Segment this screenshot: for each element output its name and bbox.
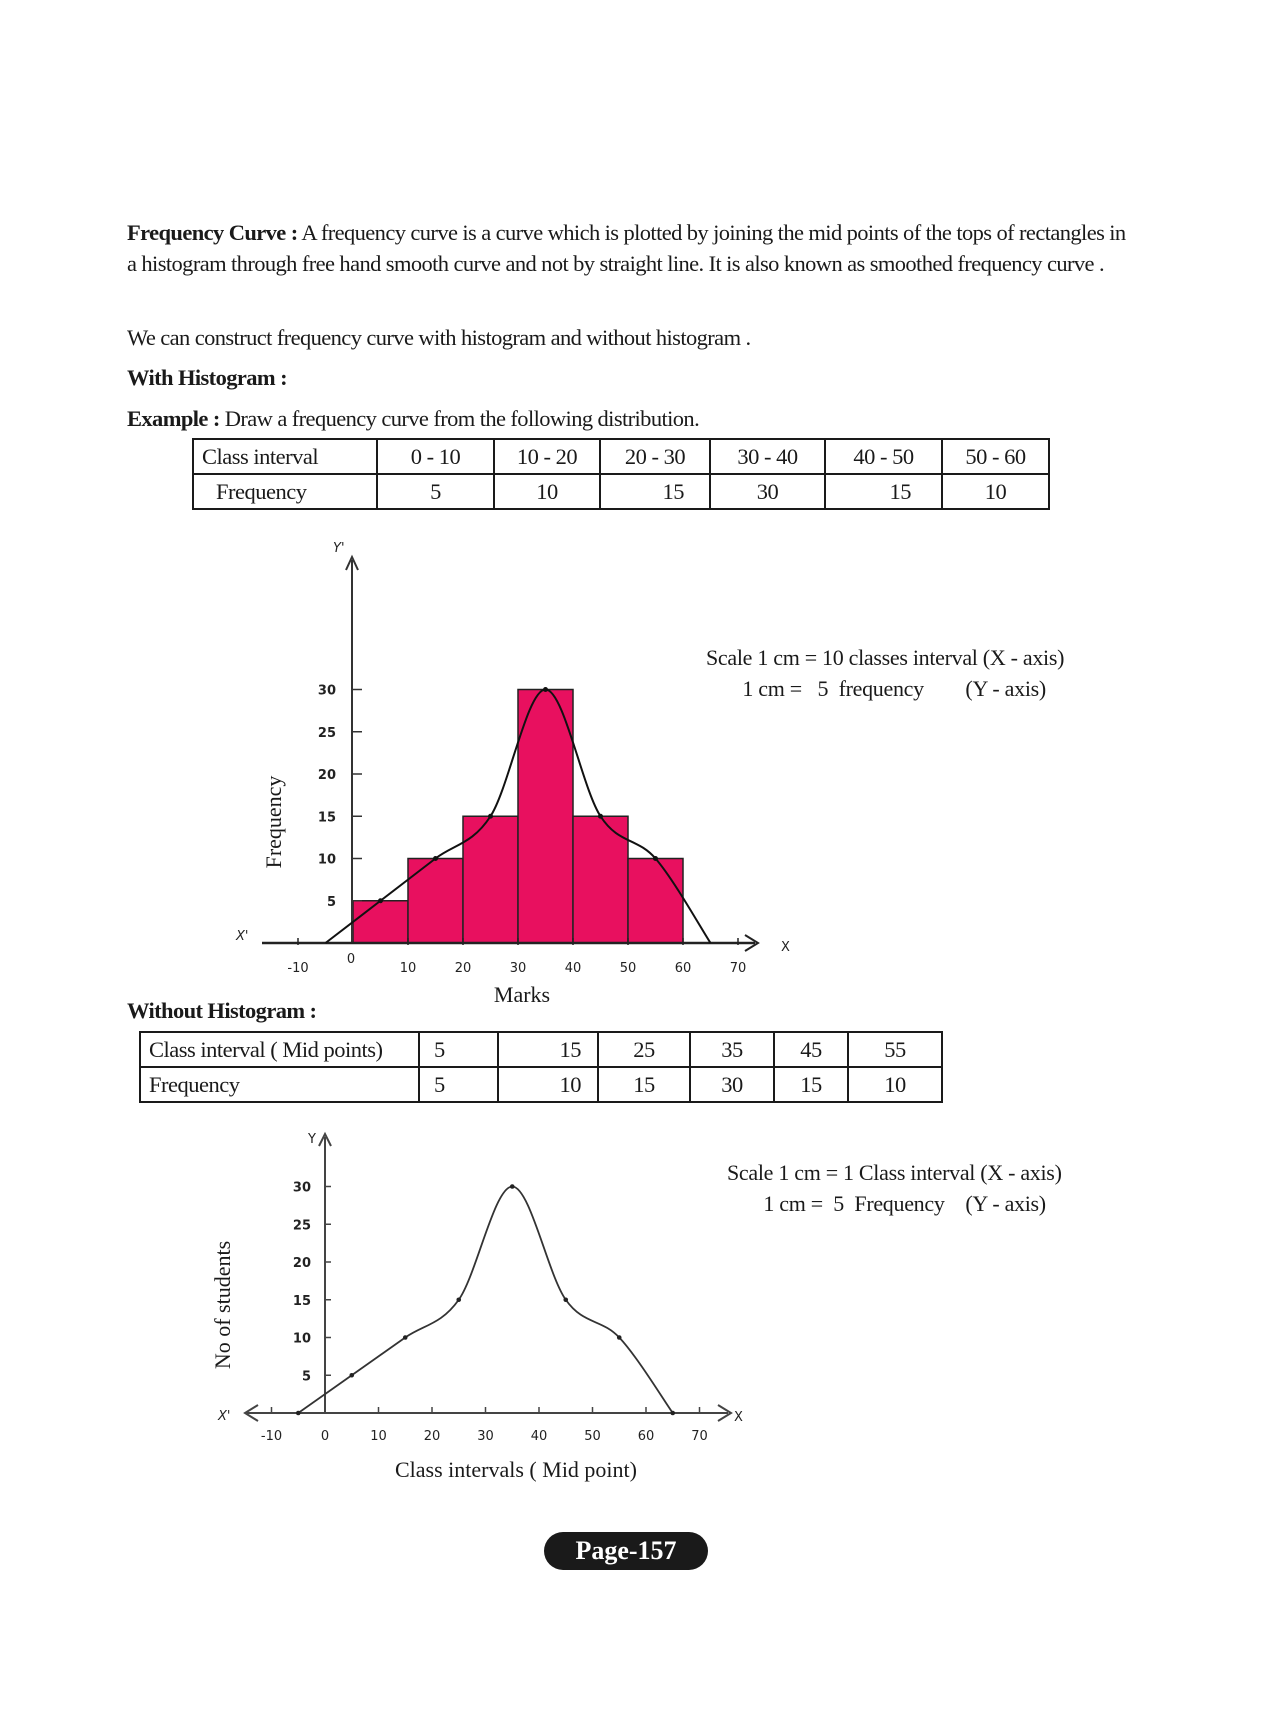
curve-point: [563, 1297, 568, 1302]
table-row: [140, 1067, 942, 1102]
x-tick-label: 20: [423, 1429, 441, 1444]
table-cell: 30 - 40: [710, 439, 825, 474]
table-cell: 15: [598, 1067, 690, 1102]
x-tick-label: 40: [564, 961, 582, 976]
y-tick-label: 5: [326, 894, 336, 910]
page-number-badge: Page-157: [544, 1532, 708, 1570]
x-tick-label: 10: [399, 961, 417, 976]
curve-point: [543, 687, 548, 692]
x-tick-label: 40: [530, 1429, 548, 1444]
scale-note-1: [706, 642, 1064, 704]
x-axis-end-label: X: [781, 940, 790, 955]
scale-line-y: 1 cm = 5 Frequency (Y - axis): [727, 1191, 1046, 1216]
scale-note-2: [727, 1157, 1062, 1219]
row-label: Frequency: [140, 1067, 419, 1102]
without-histogram-heading: Without Histogram :: [127, 998, 317, 1023]
table-row: [140, 1032, 942, 1067]
histogram-bar: [518, 690, 573, 944]
example-text: Draw a frequency curve from the following distribution.: [219, 406, 700, 431]
curve-point: [510, 1184, 515, 1189]
intro-text: A frequency curve is a curve which is plotted by joining the mid points of the tops of rectangles in a histogram through free hand smooth curve and not by straight line. It is also known as smoothed frequency curve .: [127, 220, 1126, 276]
y-tick-label: 30: [317, 683, 336, 699]
x-tick-label: -10: [287, 961, 309, 976]
table-cell: 20 - 30: [600, 439, 710, 474]
x-axis-arrow-right: [718, 1405, 731, 1421]
midpoint-table: [139, 1031, 943, 1103]
table-cell: 15: [774, 1067, 848, 1102]
table-cell: 10: [494, 474, 600, 509]
table-cell: 35: [690, 1032, 774, 1067]
curve-point: [617, 1335, 622, 1340]
x-tick-label: 30: [477, 1429, 494, 1444]
y-axis-end-label: Y': [333, 541, 345, 556]
table-cell: 10: [498, 1067, 598, 1102]
table-cell: 5: [419, 1067, 498, 1102]
x-axis-arrow-left: [245, 1405, 258, 1421]
y-tick-label: 25: [317, 725, 336, 741]
table-cell: 10: [942, 474, 1049, 509]
curve-point: [433, 856, 438, 861]
table-cell: 15: [825, 474, 942, 509]
y-axis-title: Frequency: [261, 775, 286, 869]
table-cell: 15: [600, 474, 710, 509]
y-tick-label: 5: [301, 1369, 311, 1385]
x-tick-label: 70: [691, 1429, 708, 1444]
curve-point: [378, 898, 383, 903]
x-tick-label: 50: [619, 961, 637, 976]
y-tick-label: 15: [292, 1293, 311, 1309]
y-axis-arrow: [319, 1134, 331, 1146]
x-axis-title: Marks: [493, 982, 551, 1007]
table-cell: 55: [848, 1032, 942, 1067]
with-histogram-heading: With Histogram :: [127, 365, 287, 390]
histogram-bar: [463, 816, 518, 943]
curve-point: [598, 814, 603, 819]
x-tick-label: 10: [370, 1429, 387, 1444]
y-tick-label: 10: [292, 1331, 311, 1347]
row-label: Class interval ( Mid points): [140, 1032, 419, 1067]
x-tick-label: 0: [320, 1429, 330, 1444]
table-cell: 45: [774, 1032, 848, 1067]
y-tick-label: 25: [292, 1218, 311, 1234]
table-cell: 50 - 60: [942, 439, 1049, 474]
x-tick-label: -10: [260, 1429, 283, 1444]
x-tick-label: 50: [584, 1429, 601, 1444]
table-cell: 5: [419, 1032, 498, 1067]
histogram-bar: [408, 859, 463, 944]
curve-point: [403, 1335, 408, 1340]
row-label: Class interval: [193, 439, 377, 474]
y-tick-label: 15: [317, 810, 336, 826]
scale-line-x: Scale 1 cm = 10 classes interval (X - axis): [706, 645, 1065, 670]
x-axis-start-label: X': [218, 1409, 231, 1424]
y-axis-title: No of students: [210, 1240, 235, 1370]
table-cell: 15: [498, 1032, 598, 1067]
curve-point: [670, 1411, 675, 1416]
table-cell: 10 - 20: [494, 439, 600, 474]
y-tick-label: 20: [317, 768, 336, 783]
histogram-bar: [353, 901, 408, 943]
x-axis-start-label: X': [236, 929, 249, 944]
table-cell: 10: [848, 1067, 942, 1102]
table-cell: 30: [710, 474, 825, 509]
y-tick-label: 20: [292, 1256, 311, 1271]
frequency-curve: [298, 1187, 673, 1414]
scale-line-y: 1 cm = 5 frequency (Y - axis): [706, 676, 1046, 701]
row-label: Frequency: [193, 474, 377, 509]
curve-point: [349, 1373, 354, 1378]
intro-term: Frequency Curve :: [127, 220, 298, 245]
x-axis-end-label: X: [734, 1410, 743, 1425]
example-term: Example :: [127, 406, 220, 431]
table-cell: 25: [598, 1032, 690, 1067]
curve-point: [296, 1411, 301, 1416]
scale-line-x: Scale 1 cm = 1 Class interval (X - axis): [727, 1160, 1062, 1185]
table-cell: 5: [377, 474, 494, 509]
x-tick-label: 20: [454, 961, 472, 976]
x-tick-label: 60: [674, 961, 692, 976]
histogram-bar: [628, 859, 683, 944]
construct-paragraph: We can construct frequency curve with histogram and without histogram .: [127, 325, 751, 350]
x-tick-label: 70: [729, 961, 747, 976]
curve-point: [653, 856, 658, 861]
y-tick-label: 30: [292, 1180, 311, 1196]
x-axis-title: Class intervals ( Mid point): [395, 1457, 637, 1482]
y-axis-end-label: Y: [308, 1132, 316, 1147]
curve-point: [488, 814, 493, 819]
y-tick-label: 10: [317, 852, 336, 868]
table-cell: 30: [690, 1067, 774, 1102]
x-tick-label: 30: [509, 961, 527, 976]
table-cell: 0 - 10: [377, 439, 494, 474]
table-cell: 40 - 50: [825, 439, 942, 474]
curve-point: [456, 1297, 461, 1302]
x-tick-label: 60: [637, 1429, 655, 1444]
x-tick-label: 0: [346, 952, 356, 967]
